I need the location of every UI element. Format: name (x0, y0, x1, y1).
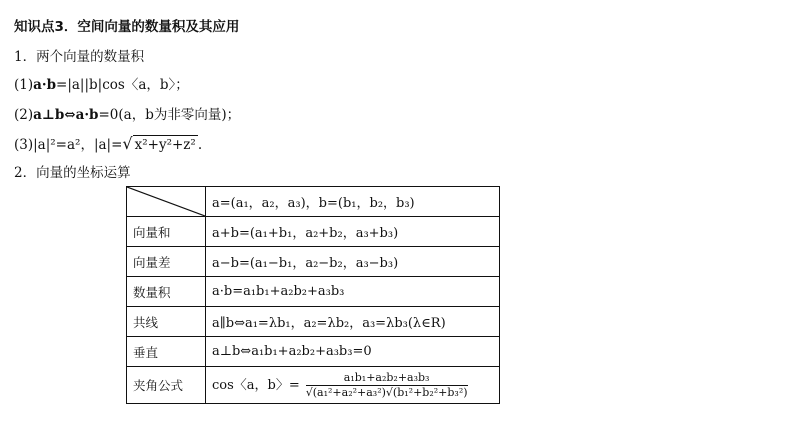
subheading-coordinate-ops: 2．向量的坐标运算 (14, 165, 131, 181)
formula-lhs: |a|²=a²，|a|= (33, 137, 123, 153)
section-heading: 知识点3．空间向量的数量积及其应用 (14, 19, 240, 35)
formula-lhs: a·b (33, 77, 57, 93)
row-formula: a·b=a₁b₁+a₂b₂+a₃b₃ (206, 277, 500, 307)
row-formula (206, 367, 500, 404)
coordinate-operations-table (126, 186, 500, 404)
row-formula: a⊥b⇔a₁b₁+a₂b₂+a₃b₃=0 (206, 337, 500, 367)
fraction-numerator: a₁b₁+a₂b₂+a₃b₃ (306, 371, 468, 386)
row-label: 垂直 (127, 337, 206, 367)
formula-magnitude (14, 135, 202, 154)
radical-sign: √ (122, 134, 133, 153)
row-formula: a∥b⇔a₁=λb₁，a₂=λb₂，a₃=λb₃(λ∈R) (206, 307, 500, 337)
formula-number: (1) (14, 77, 34, 93)
radicand: x²+y²+z² (134, 137, 196, 153)
row-label: 向量差 (127, 247, 206, 277)
fraction (306, 371, 468, 400)
row-label: 向量和 (127, 217, 206, 247)
table-header-cell: a=(a₁，a₂，a₃)，b=(b₁，b₂，b₃) (206, 187, 500, 217)
subheading-dot-product: 1．两个向量的数量积 (14, 49, 145, 65)
formula-rhs: =|a||b|cos〈a，b〉； (56, 77, 189, 93)
row-label: 共线 (127, 307, 206, 337)
formula-end: . (197, 137, 203, 153)
table-row (127, 307, 500, 337)
formula-number: (2) (14, 107, 34, 123)
formula-number: (3) (14, 137, 34, 153)
angle-prefix: cos〈a，b〉= (212, 377, 300, 393)
formula-perpendicular (14, 106, 240, 124)
table-row (127, 217, 500, 247)
formula-rhs: =0(a，b为非零向量)； (98, 107, 241, 123)
table-row (127, 247, 500, 277)
row-formula: a+b=(a₁+b₁，a₂+b₂，a₃+b₃) (206, 217, 500, 247)
diagonal-header-cell (127, 187, 206, 217)
fraction-denominator: √(a₁²+a₂²+a₃²)√(b₁²+b₂²+b₃²) (305, 385, 468, 399)
diagonal-line (127, 187, 205, 216)
table-row (127, 277, 500, 307)
table-header-row (127, 187, 500, 217)
row-label: 夹角公式 (127, 367, 206, 404)
row-label: 数量积 (127, 277, 206, 307)
table-row (127, 367, 500, 404)
formula-lhs: a⊥b⇔a·b (33, 107, 99, 123)
table-row (127, 337, 500, 367)
row-formula: a−b=(a₁−b₁，a₂−b₂，a₃−b₃) (206, 247, 500, 277)
formula-dot-product (14, 76, 189, 94)
